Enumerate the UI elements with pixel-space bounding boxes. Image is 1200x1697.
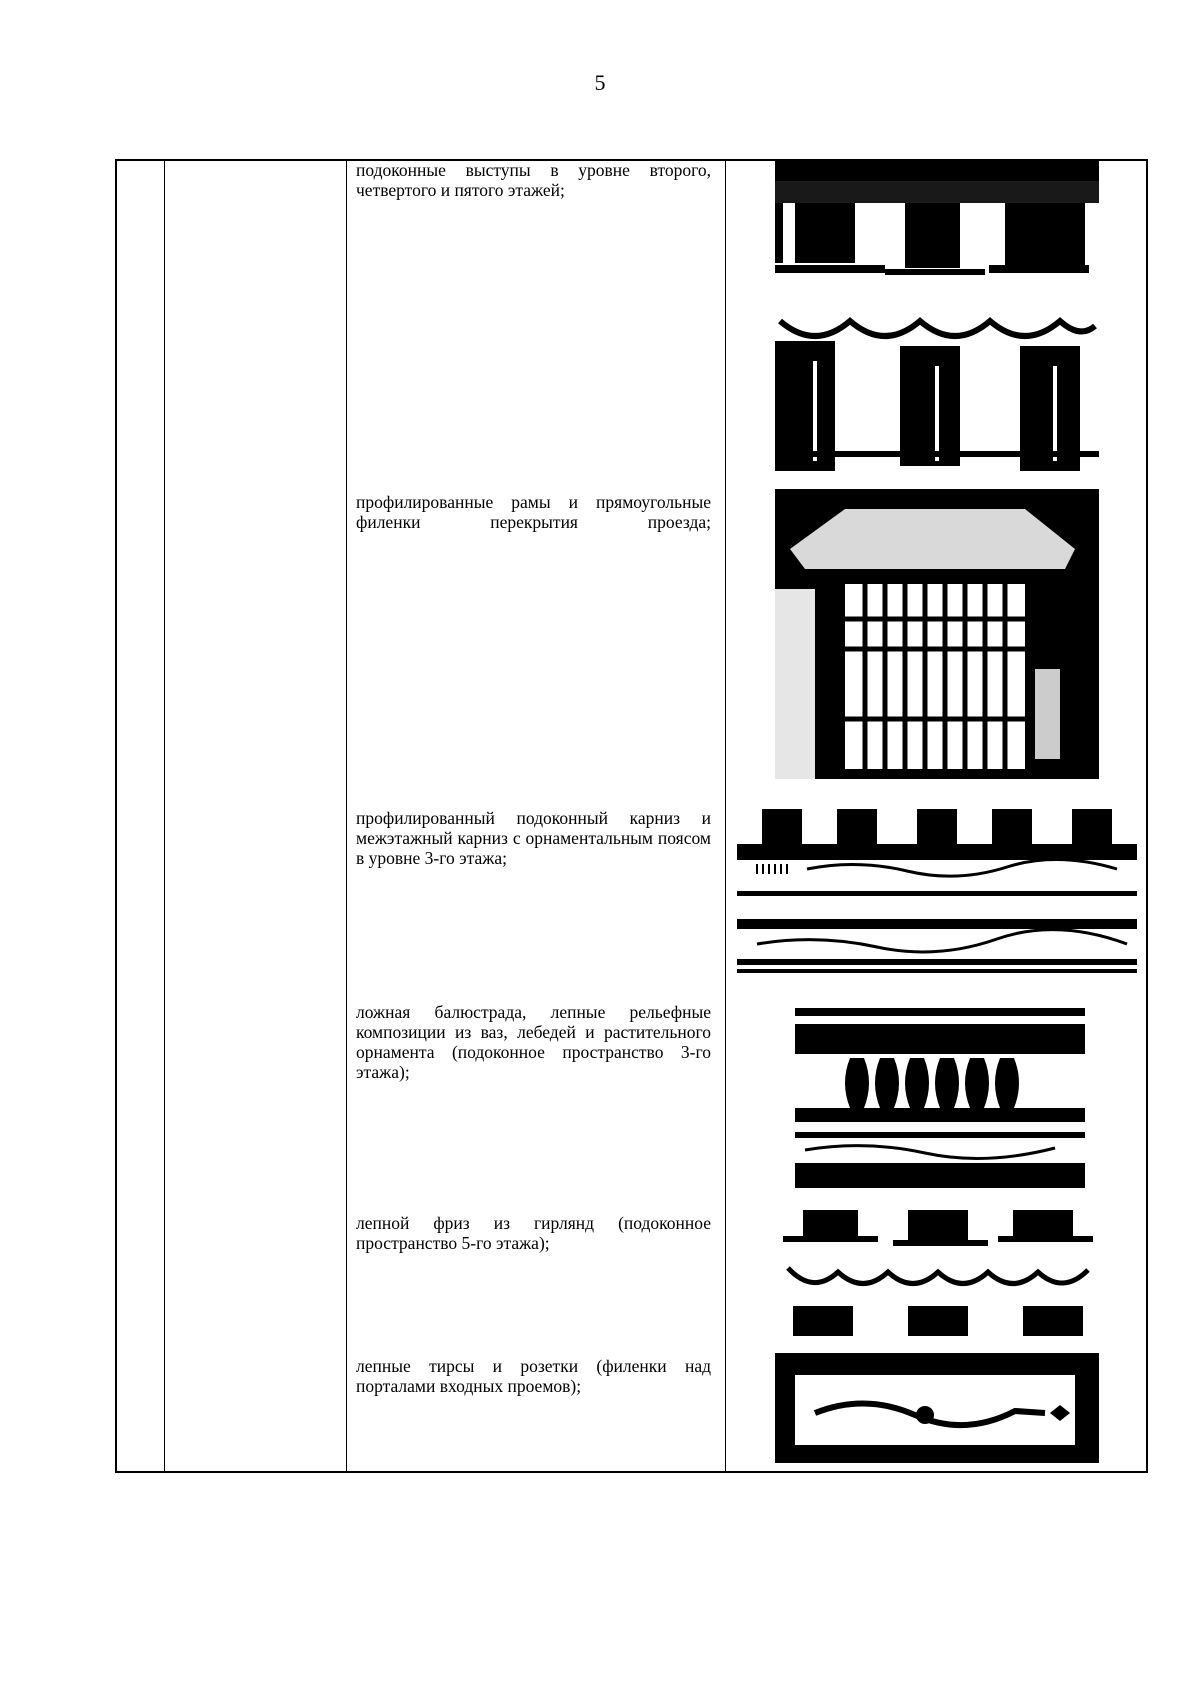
column-divider-1 — [164, 161, 165, 1471]
entry-thyrsus-rosettes-text: лепные тирсы и розетки (филенки над порталами входных проемов); — [356, 1356, 711, 1396]
passage-vault-photo-icon — [775, 489, 1099, 793]
page-number: 5 — [594, 70, 606, 95]
entry-balustrade-text: ложная балюстрада, лепные рельефные композиции из ваз, лебедей и растительного орнамента (подоконное пространство 3-го этажа); — [356, 1002, 711, 1082]
column-divider-2 — [346, 161, 347, 1471]
column-divider-3 — [725, 161, 726, 1471]
entry-passage-ceiling-text: профилированные рамы и прямоугольные филенки перекрытия проезда; — [356, 492, 711, 532]
entry-garland-frieze-text: лепной фриз из гирлянд (подоконное пространство 5-го этажа); — [356, 1213, 711, 1253]
window-sills-photo-icon — [775, 161, 1099, 472]
balustrade-photo-icon — [795, 1008, 1085, 1188]
entry-cornice-3rd-floor-text: профилированный подоконный карниз и межэтажный карниз с орнаментальным поясом в уровне 3-го этажа; — [356, 808, 711, 868]
cornice-photo-icon — [737, 809, 1137, 979]
garland-frieze-photo-icon — [783, 1210, 1093, 1338]
entry-sill-projections-text: подоконные выступы в уровне второго, четвертого и пятого этажей; — [356, 160, 711, 200]
rosette-panel-photo-icon — [775, 1353, 1099, 1463]
